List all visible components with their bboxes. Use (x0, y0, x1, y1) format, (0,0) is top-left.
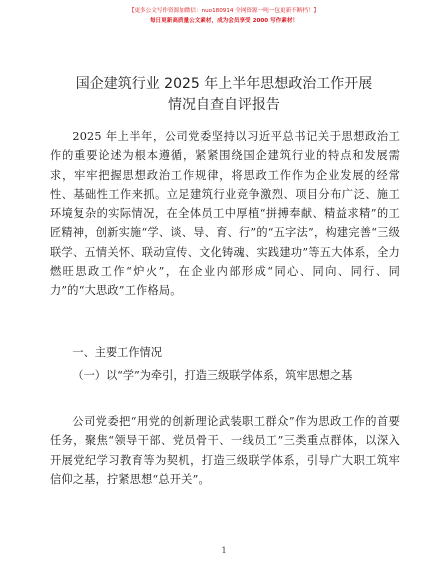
promo-banner (0, 6, 448, 26)
section-heading: 一、主要工作情况 (72, 346, 162, 359)
promo-banner-line-1: 【更多公文写作资源加微信：nuo180914 全网资源一吨一包更新不断档！】 (128, 8, 320, 14)
paragraph-2: 公司党委把“用党的创新理论武装职工群众”作为思政工作的首要任务，聚焦“领导干部、党员骨干、一线员工”三类重点群体，以深入开展党纪学习教育等为契机，打造三级联学体系，引导广大职工筑牢信仰之基，拧紧思想“总开关”。 (50, 415, 400, 486)
promo-banner-line-2: 每日更新高质量公文素材，成为会员享受 2000 写作素材！ (149, 18, 299, 24)
intro-paragraph-block (50, 127, 400, 301)
document-title-line-2: 情况自查自评报告 (168, 97, 280, 113)
paragraph-2-block (50, 412, 400, 489)
intro-paragraph: 2025 年上半年，公司党委坚持以习近平总书记关于思想政治工作的重要论述为根本遵循，紧紧围绕国企建筑行业的特点和发展需求，牢牢把握思想政治工作规律，将思政工作作为企业发展的经常性、基础性工作来抓。立足建筑行业竞争激烈、项目分布广泛、施工环境复杂的实际情况，在全体员工中厚植“拼搏奉献、精益求精”的工匠精神，创新实施“学、谈、导、育、行”的“五字法”，构建完善“三级联学、五情关怀、联动宣传、文化铸魂、实践建功”等五大体系，全力燃旺思政工作“炉火”，在企业内部形成“同心、同向、同行、同力”的“大思政”工作格局。 (50, 130, 400, 298)
document-title-line-1: 国企建筑行业 2025 年上半年思想政治工作开展 (75, 76, 373, 92)
document-title (0, 74, 448, 116)
subsection-heading: （一）以“学”为牵引，打造三级联学体系，筑牢思想之基 (72, 369, 353, 382)
page-number: 1 (221, 546, 227, 555)
